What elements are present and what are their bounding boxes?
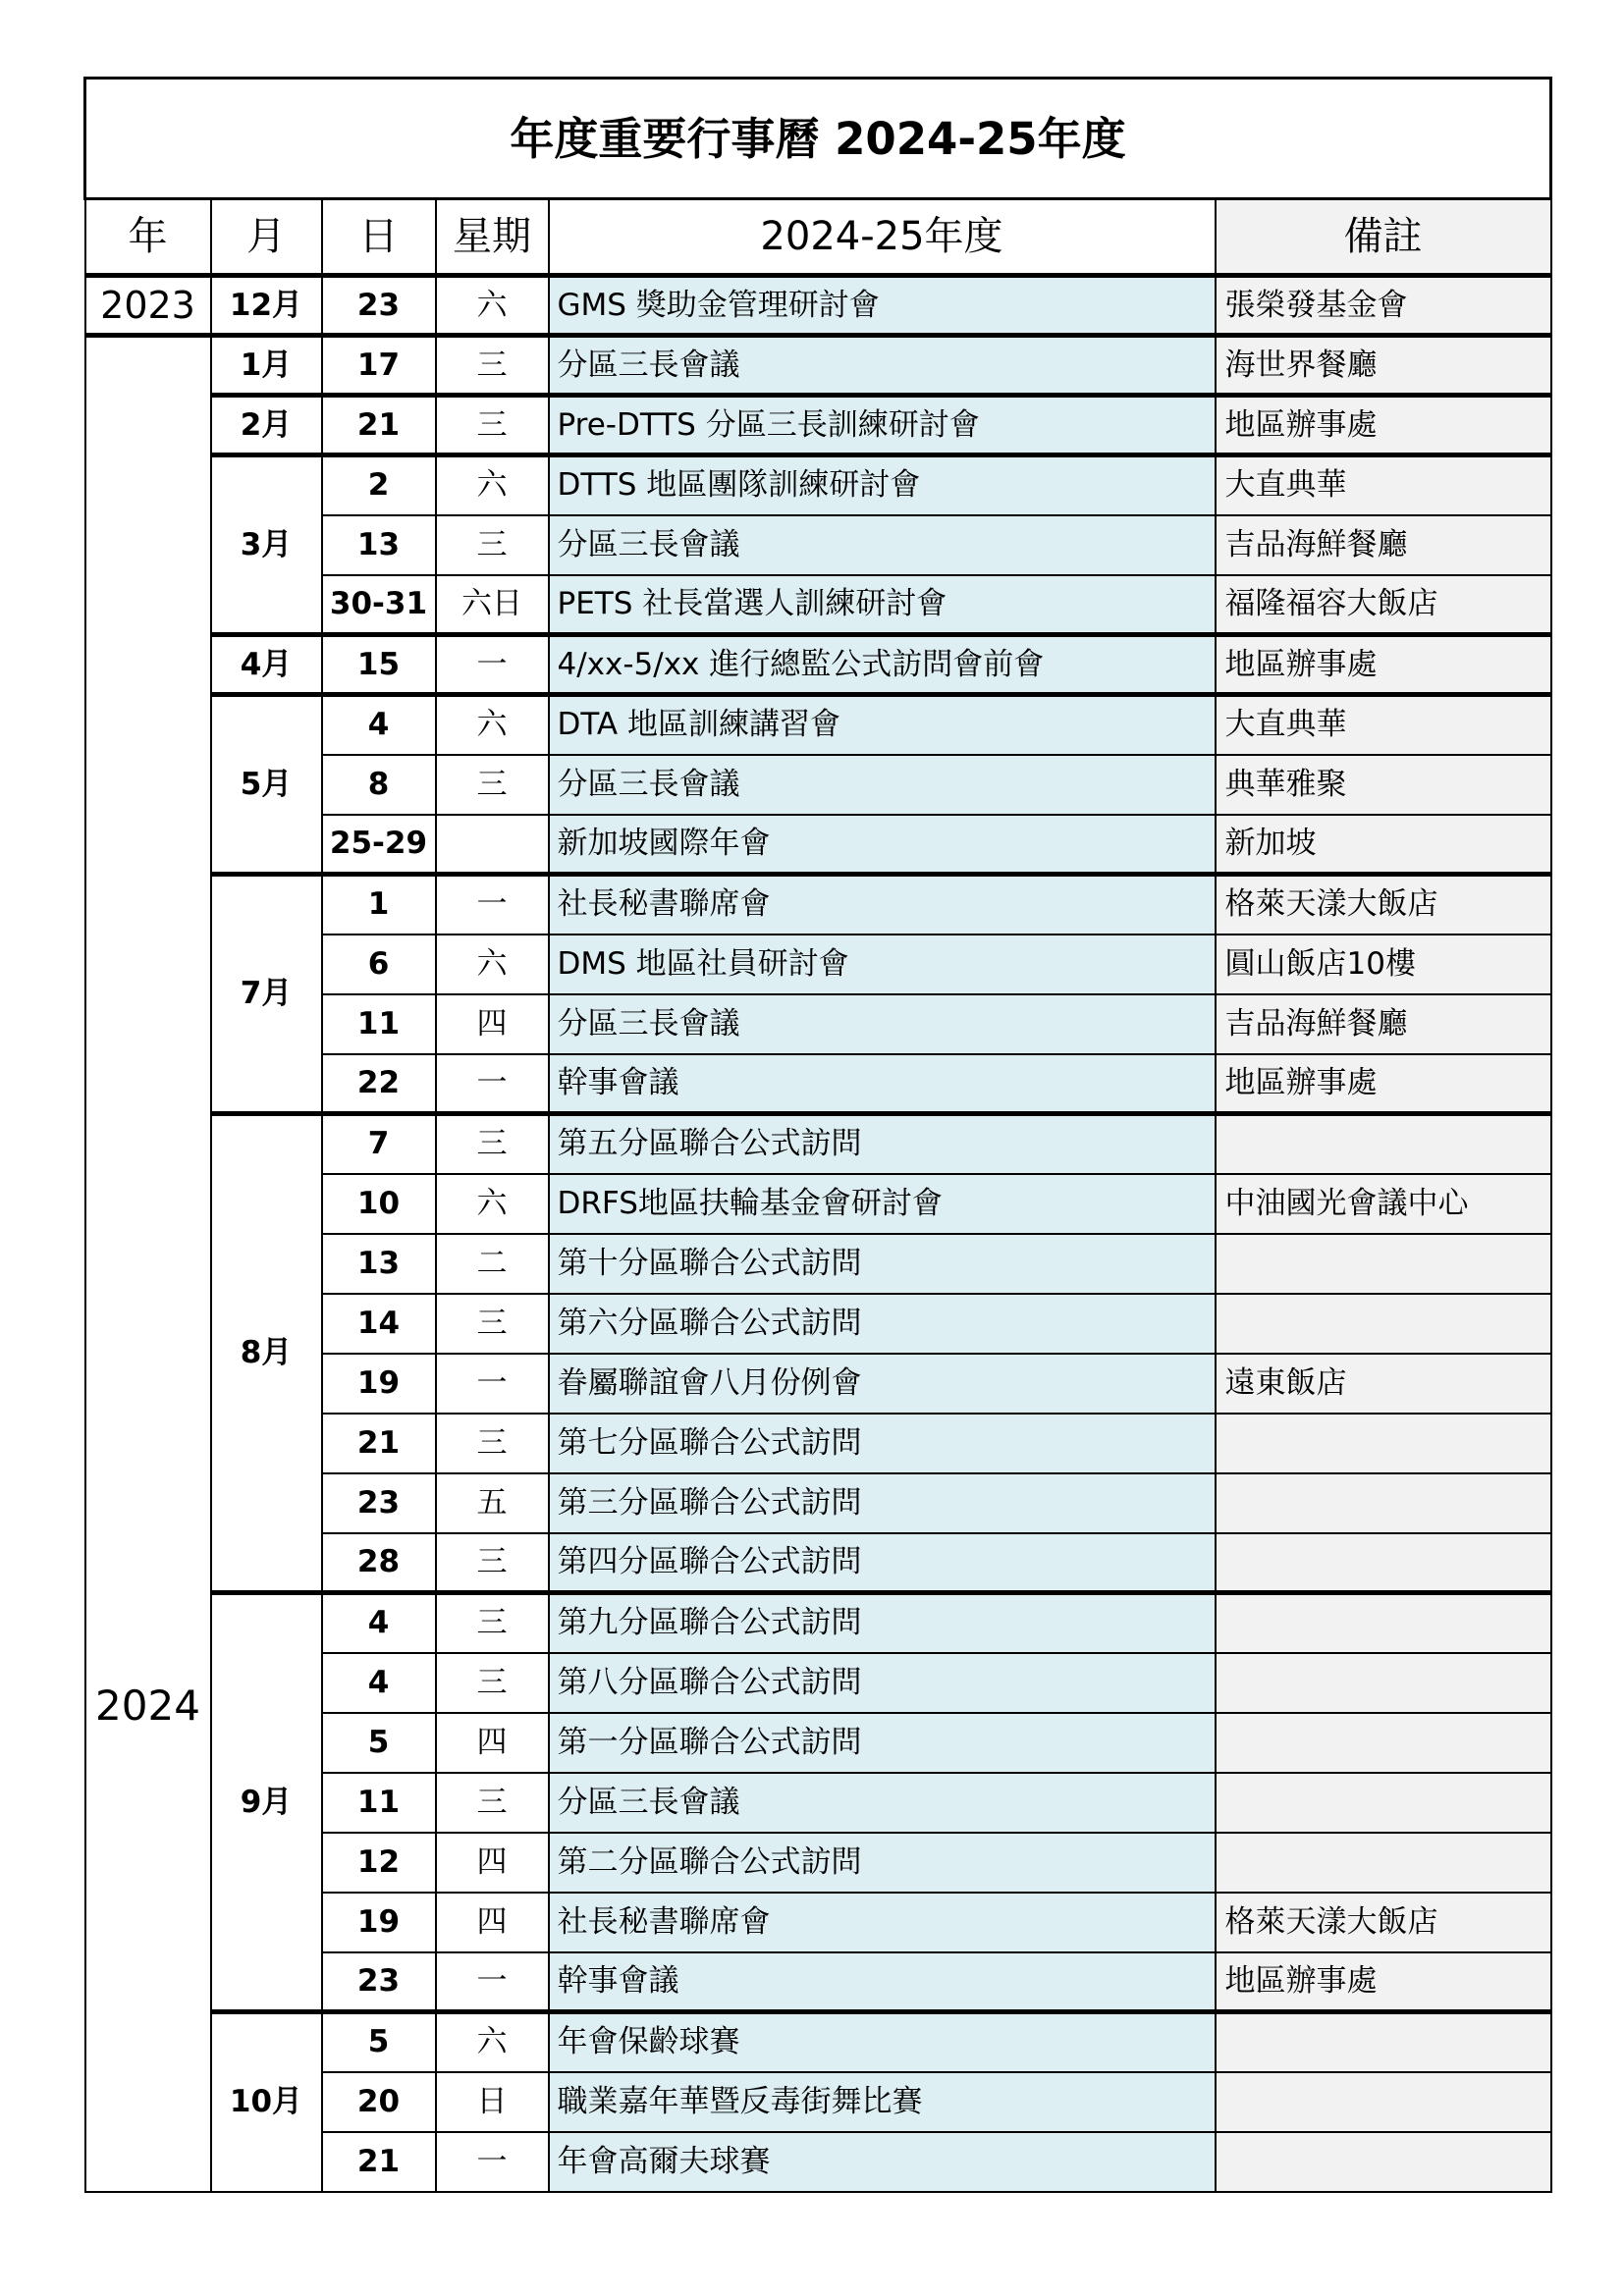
day-cell: 21 [322, 2132, 436, 2192]
weekday-cell: 一 [436, 2132, 549, 2192]
weekday-cell: 六 [436, 695, 549, 755]
event-cell: PETS 社長當選人訓練研討會 [549, 575, 1216, 635]
month-cell: 12月 [211, 276, 322, 336]
note-cell: 地區辦事處 [1216, 635, 1551, 695]
event-cell: 第四分區聯合公式訪問 [549, 1533, 1216, 1593]
weekday-cell: 三 [436, 1773, 549, 1833]
table-row [85, 336, 1551, 396]
page-title: 年度重要行事曆 2024-25年度 [85, 79, 1551, 199]
month-cell: 1月 [211, 336, 322, 396]
table-row [85, 2012, 1551, 2072]
weekday-cell: 一 [436, 635, 549, 695]
event-cell: DTTS 地區團隊訓練研討會 [549, 455, 1216, 515]
note-cell [1216, 1653, 1551, 1713]
day-cell: 21 [322, 396, 436, 455]
event-cell: 幹事會議 [549, 1952, 1216, 2012]
weekday-cell: 三 [436, 515, 549, 575]
day-cell: 23 [322, 1952, 436, 2012]
note-cell: 圓山飯店10樓 [1216, 934, 1551, 994]
table-row [85, 276, 1551, 336]
table-row [85, 695, 1551, 755]
day-cell: 19 [322, 1893, 436, 1952]
weekday-cell: 三 [436, 1294, 549, 1354]
note-cell [1216, 1294, 1551, 1354]
note-cell: 格萊天漾大飯店 [1216, 1893, 1551, 1952]
weekday-cell: 一 [436, 1054, 549, 1114]
weekday-cell: 四 [436, 1833, 549, 1893]
event-cell: 眷屬聯誼會八月份例會 [549, 1354, 1216, 1414]
day-cell: 1 [322, 875, 436, 934]
day-cell: 25-29 [322, 815, 436, 875]
header-year: 年 [85, 199, 211, 276]
day-cell: 7 [322, 1114, 436, 1174]
day-cell: 21 [322, 1414, 436, 1473]
day-cell: 17 [322, 336, 436, 396]
event-cell: 第一分區聯合公式訪問 [549, 1713, 1216, 1773]
weekday-cell: 一 [436, 875, 549, 934]
event-cell: 年會高爾夫球賽 [549, 2132, 1216, 2192]
header-day: 日 [322, 199, 436, 276]
weekday-cell: 一 [436, 1354, 549, 1414]
month-cell: 4月 [211, 635, 322, 695]
day-cell: 15 [322, 635, 436, 695]
weekday-cell: 六 [436, 934, 549, 994]
event-cell: 第五分區聯合公式訪問 [549, 1114, 1216, 1174]
weekday-cell: 六 [436, 276, 549, 336]
note-cell [1216, 1533, 1551, 1593]
day-cell: 11 [322, 1773, 436, 1833]
weekday-cell: 三 [436, 396, 549, 455]
note-cell [1216, 1114, 1551, 1174]
day-cell: 13 [322, 1234, 436, 1294]
weekday-cell: 四 [436, 1893, 549, 1952]
note-cell: 典華雅聚 [1216, 755, 1551, 815]
weekday-cell: 三 [436, 1533, 549, 1593]
weekday-cell: 三 [436, 1593, 549, 1653]
day-cell: 5 [322, 2012, 436, 2072]
weekday-cell: 六 [436, 2012, 549, 2072]
event-cell: 分區三長會議 [549, 515, 1216, 575]
day-cell: 10 [322, 1174, 436, 1234]
header-month: 月 [211, 199, 322, 276]
table-row [85, 1593, 1551, 1653]
table-row [85, 455, 1551, 515]
weekday-cell: 二 [436, 1234, 549, 1294]
note-cell: 吉品海鮮餐廳 [1216, 515, 1551, 575]
day-cell: 11 [322, 994, 436, 1054]
event-cell: 年會保齡球賽 [549, 2012, 1216, 2072]
note-cell [1216, 1833, 1551, 1893]
weekday-cell: 五 [436, 1473, 549, 1533]
event-cell: 第八分區聯合公式訪問 [549, 1653, 1216, 1713]
table-row [85, 1114, 1551, 1174]
day-cell: 8 [322, 755, 436, 815]
note-cell [1216, 2072, 1551, 2132]
month-cell: 10月 [211, 2012, 322, 2192]
day-cell: 4 [322, 1653, 436, 1713]
header-weekday: 星期 [436, 199, 549, 276]
day-cell: 23 [322, 276, 436, 336]
event-cell: 第三分區聯合公式訪問 [549, 1473, 1216, 1533]
event-cell: DTA 地區訓練講習會 [549, 695, 1216, 755]
weekday-cell: 日 [436, 2072, 549, 2132]
day-cell: 6 [322, 934, 436, 994]
event-cell: 分區三長會議 [549, 1773, 1216, 1833]
weekday-cell: 三 [436, 336, 549, 396]
event-cell: 第二分區聯合公式訪問 [549, 1833, 1216, 1893]
note-cell: 地區辦事處 [1216, 1054, 1551, 1114]
note-cell [1216, 1773, 1551, 1833]
year-cell: 2023 [85, 276, 211, 336]
table-row [85, 396, 1551, 455]
month-cell: 8月 [211, 1114, 322, 1593]
note-cell: 大直典華 [1216, 695, 1551, 755]
header-event: 2024-25年度 [549, 199, 1216, 276]
month-cell: 2月 [211, 396, 322, 455]
note-cell: 格萊天漾大飯店 [1216, 875, 1551, 934]
note-cell [1216, 1234, 1551, 1294]
weekday-cell: 一 [436, 1952, 549, 2012]
event-cell: 分區三長會議 [549, 994, 1216, 1054]
weekday-cell: 三 [436, 1653, 549, 1713]
calendar-body [85, 276, 1551, 2192]
note-cell: 中油國光會議中心 [1216, 1174, 1551, 1234]
event-cell: DMS 地區社員研討會 [549, 934, 1216, 994]
event-cell: 第十分區聯合公式訪問 [549, 1234, 1216, 1294]
note-cell: 海世界餐廳 [1216, 336, 1551, 396]
day-cell: 19 [322, 1354, 436, 1414]
day-cell: 30-31 [322, 575, 436, 635]
day-cell: 28 [322, 1533, 436, 1593]
note-cell: 福隆福容大飯店 [1216, 575, 1551, 635]
weekday-cell: 四 [436, 994, 549, 1054]
day-cell: 20 [322, 2072, 436, 2132]
day-cell: 5 [322, 1713, 436, 1773]
event-cell: 社長秘書聯席會 [549, 1893, 1216, 1952]
event-cell: DRFS地區扶輪基金會研討會 [549, 1174, 1216, 1234]
event-cell: Pre-DTTS 分區三長訓練研討會 [549, 396, 1216, 455]
event-cell: GMS 獎助金管理研討會 [549, 276, 1216, 336]
note-cell: 地區辦事處 [1216, 1952, 1551, 2012]
weekday-cell: 三 [436, 1414, 549, 1473]
note-cell: 新加坡 [1216, 815, 1551, 875]
day-cell: 22 [322, 1054, 436, 1114]
event-cell: 分區三長會議 [549, 336, 1216, 396]
table-row [85, 875, 1551, 934]
event-cell: 第六分區聯合公式訪問 [549, 1294, 1216, 1354]
month-cell: 5月 [211, 695, 322, 875]
calendar-table [83, 77, 1552, 2193]
weekday-cell: 四 [436, 1713, 549, 1773]
weekday-cell: 六 [436, 455, 549, 515]
event-cell: 新加坡國際年會 [549, 815, 1216, 875]
note-cell: 遠東飯店 [1216, 1354, 1551, 1414]
month-cell: 7月 [211, 875, 322, 1114]
note-cell [1216, 1414, 1551, 1473]
day-cell: 2 [322, 455, 436, 515]
note-cell: 張榮發基金會 [1216, 276, 1551, 336]
note-cell: 吉品海鮮餐廳 [1216, 994, 1551, 1054]
note-cell [1216, 2132, 1551, 2192]
note-cell: 地區辦事處 [1216, 396, 1551, 455]
event-cell: 第九分區聯合公式訪問 [549, 1593, 1216, 1653]
weekday-cell: 六日 [436, 575, 549, 635]
event-cell: 4/xx-5/xx 進行總監公式訪問會前會 [549, 635, 1216, 695]
note-cell: 大直典華 [1216, 455, 1551, 515]
event-cell: 第七分區聯合公式訪問 [549, 1414, 1216, 1473]
day-cell: 14 [322, 1294, 436, 1354]
event-cell: 社長秘書聯席會 [549, 875, 1216, 934]
header-note: 備註 [1216, 199, 1551, 276]
note-cell [1216, 1593, 1551, 1653]
day-cell: 23 [322, 1473, 436, 1533]
month-cell: 9月 [211, 1593, 322, 2012]
note-cell [1216, 2012, 1551, 2072]
weekday-cell [436, 815, 549, 875]
month-cell: 3月 [211, 455, 322, 635]
weekday-cell: 六 [436, 1174, 549, 1234]
note-cell [1216, 1713, 1551, 1773]
year-cell: 2024 [85, 336, 211, 2192]
event-cell: 分區三長會議 [549, 755, 1216, 815]
event-cell: 幹事會議 [549, 1054, 1216, 1114]
weekday-cell: 三 [436, 755, 549, 815]
table-row [85, 635, 1551, 695]
day-cell: 4 [322, 1593, 436, 1653]
day-cell: 4 [322, 695, 436, 755]
note-cell [1216, 1473, 1551, 1533]
weekday-cell: 三 [436, 1114, 549, 1174]
day-cell: 13 [322, 515, 436, 575]
event-cell: 職業嘉年華暨反毒街舞比賽 [549, 2072, 1216, 2132]
day-cell: 12 [322, 1833, 436, 1893]
